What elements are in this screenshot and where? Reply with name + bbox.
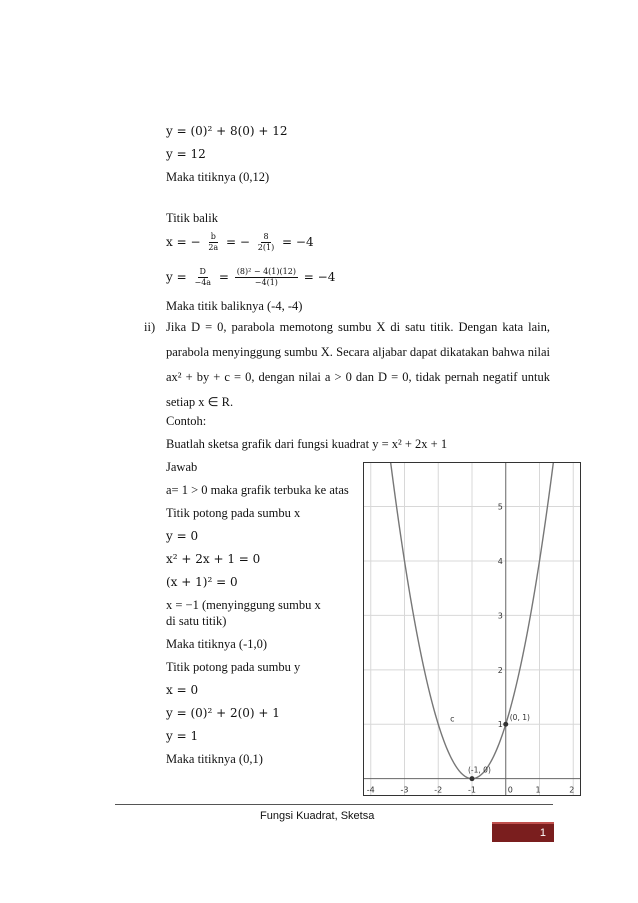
step-y-value: y = 1 [166,729,199,743]
x-tick-label: 1 [535,785,541,795]
vertex-y-lhs: y = [166,270,187,284]
step-factored: (x + 1)² = 0 [166,575,238,589]
step-y-substitution: y = (0)² + 2(0) + 1 [166,706,280,720]
vertex-y-rhs: = −4 [303,270,336,284]
x-tick-label: -1 [468,785,476,795]
step-open-upward: a= 1 > 0 maka grafik terbuka ke atas [166,483,349,497]
step-x-solution: x = −1 (menyinggung sumbu x [166,598,321,612]
fraction-numerator: (8)² − 4(1)(12) [236,267,296,276]
x-tick-label: -3 [400,785,409,795]
graph-canvas [364,463,580,795]
x-tick-label: -4 [366,785,375,795]
intercept-point [470,776,475,781]
x-tick-label: -2 [434,785,443,795]
vertex-y-equation [166,267,335,288]
section-ii-paragraph: Jika D = 0, parabola memotong sumbu X di satu titik. Dengan kata lain, parabola menyinggung sumbu X. Secara aljabar dapat dikatakan bahwa nilai ax² + by + c = 0, dengan nilai a > 0 dan D = 0, tidak pernah negatif untuk setiap x ∈ R. [166,320,550,409]
y-tick-label: 5 [497,502,503,512]
fraction-denominator: −4(1) [254,278,278,287]
step-x-intercept-point: Maka titiknya (-1,0) [166,637,268,651]
vertex-result: Maka titik baliknya (-4, -4) [166,299,303,313]
fraction-numerator: D [199,267,206,276]
point-label: (-1, 0) [468,765,491,775]
step-x-zero: x = 0 [166,683,199,697]
step-y-intercept-heading: Titik potong pada sumbu y [166,660,301,674]
example-task: Buatlah sketsa grafik dari fungsi kuadrat y = x² + 2x + 1 [166,437,448,451]
step-quadratic-eq: x² + 2x + 1 = 0 [166,552,261,566]
curve-label: c [450,714,455,724]
y-tick-label: 3 [497,611,503,621]
step-y-intercept-point: Maka titiknya (0,1) [166,752,263,766]
fraction-denominator: 2a [208,243,219,252]
vertex-x-rhs: = −4 [282,235,314,249]
equation-y-value: y = 12 [166,147,206,161]
y-tick-label: 4 [497,556,503,566]
intercept-result: Maka titiknya (0,12) [166,170,270,184]
fraction-denominator: 2(1) [257,243,275,252]
fraction-denominator: −4a [194,278,212,287]
x-tick-label: 2 [569,785,575,795]
fraction-8-2 [256,232,276,253]
list-marker-ii: ii) [144,320,156,334]
intercept-point [503,722,508,727]
fraction-d-4a [192,267,213,288]
y-tick-label: 2 [497,665,503,675]
fraction-numerator: b [210,232,216,241]
vertex-y-mid: = [218,270,229,284]
point-label: (0, 1) [509,713,530,723]
fraction-discriminant [235,267,298,288]
vertex-heading: Titik balik [166,211,218,225]
vertex-x-equation [166,232,314,253]
example-label: Contoh: [166,414,207,428]
step-y-zero: y = 0 [166,529,199,543]
answer-label: Jawab [166,460,198,474]
x-tick-label: 0 [507,785,513,795]
footer-divider [115,804,553,805]
y-tick-label: 1 [497,720,503,730]
vertex-x-lhs: x = − [166,235,201,249]
page-number: 1 [492,824,554,842]
step-x-intercept-heading: Titik potong pada sumbu x [166,506,301,520]
step-x-solution-cont: di satu titik) [166,614,227,628]
vertex-x-mid: = − [226,235,250,249]
fraction-numerator: 8 [263,232,269,241]
parabola-graph [363,462,581,796]
footer-title: Fungsi Kuadrat, Sketsa [260,810,375,822]
fraction-b-2a [206,232,220,253]
equation-y-at-zero: y = (0)² + 8(0) + 12 [166,124,288,138]
